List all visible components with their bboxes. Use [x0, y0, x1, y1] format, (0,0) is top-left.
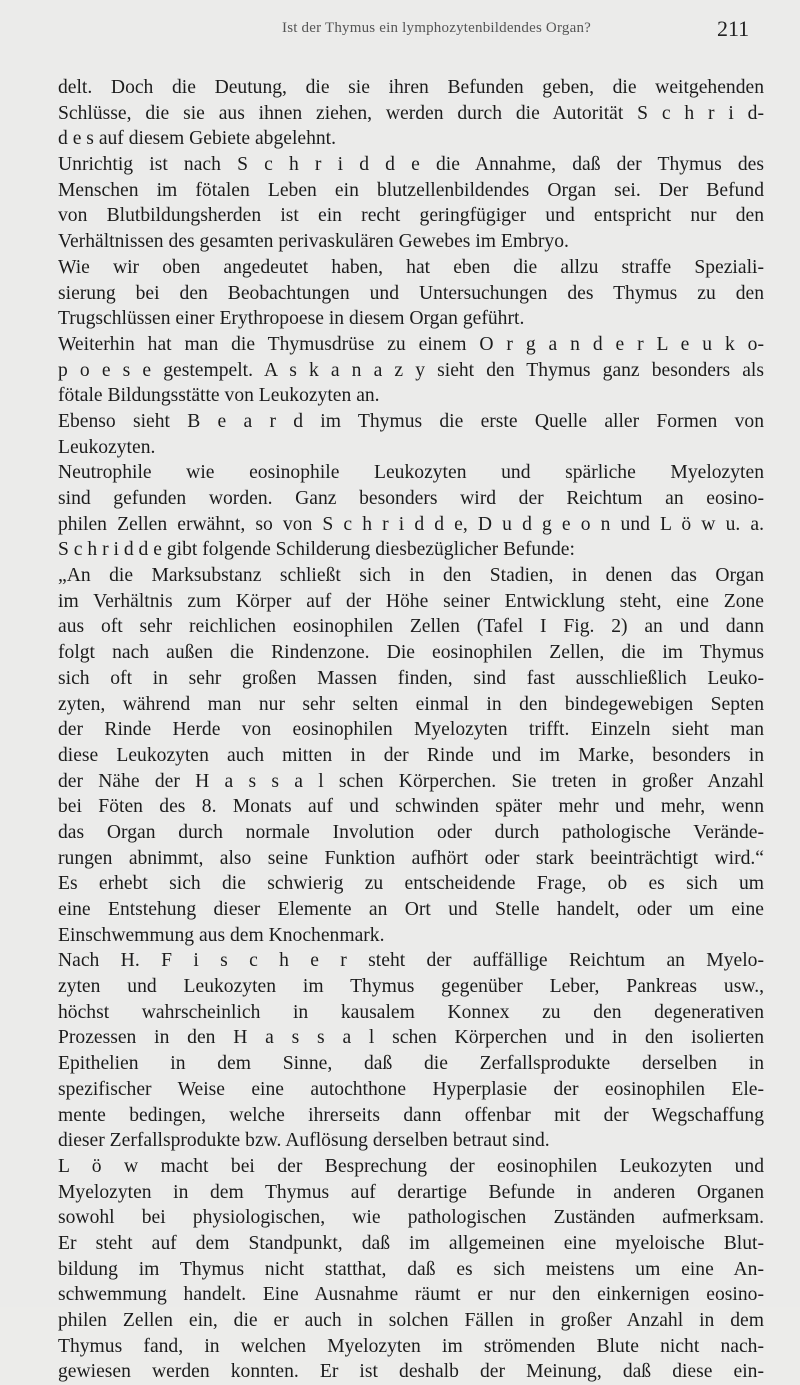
- text-line: Prozessen in den H a s s a l schen Körperchen und in den isolierten: [58, 1027, 764, 1049]
- text-line: spezifischer Weise eine autochthone Hyperplasie der eosinophilen Ele-: [58, 1078, 764, 1100]
- text-line: folgt nach außen die Rindenzone. Die eosinophilen Zellen, die im Thymus: [58, 642, 764, 664]
- text-line: zyten, während man nur sehr selten einmal in den bindegewebigen Septen: [58, 693, 764, 715]
- text-line: höchst wahrscheinlich in kausalem Konnex zu den degenerativen: [58, 1001, 764, 1023]
- text-line: Einschwemmung aus dem Knochenmark.: [58, 924, 385, 946]
- text-line: dieser Zerfallsprodukte bzw. Auflösung derselben betraut sind.: [58, 1130, 550, 1152]
- text-line: bildung im Thymus nicht statthat, daß es sich meistens um eine An-: [58, 1258, 764, 1280]
- text-line: „An die Marksubstanz schließt sich in den Stadien, in denen das Organ: [58, 565, 764, 587]
- text-line: aus oft sehr reichlichen eosinophilen Zellen (Tafel I Fig. 2) an und dann: [58, 616, 764, 638]
- text-line: von Blutbildungsherden ist ein recht geringfügiger und entspricht nur den: [58, 205, 764, 227]
- text-line: sich oft in sehr großen Massen finden, sind fast ausschließlich Leuko-: [58, 667, 764, 689]
- text-line: Trugschlüssen einer Erythropoese in diesem Organ geführt.: [58, 308, 525, 330]
- text-line: Ebenso sieht B e a r d im Thymus die erste Quelle aller Formen von: [58, 410, 764, 432]
- text-line: sowohl bei physiologischen, wie pathologischen Zuständen aufmerksam.: [58, 1207, 764, 1229]
- text-line: p o e s e gestempelt. A s k a n a z y sieht den Thymus ganz besonders als: [58, 359, 764, 381]
- text-line: Nach H. F i s c h e r steht der auffällige Reichtum an Myelo-: [58, 950, 764, 972]
- text-line: Neutrophile wie eosinophile Leukozyten und spärliche Myelozyten: [58, 462, 764, 484]
- text-line: eine Entstehung dieser Elemente an Ort und Stelle handelt, oder um eine: [58, 899, 764, 920]
- text-line: sierung bei den Beobachtungen und Untersuchungen des Thymus zu den: [58, 282, 764, 304]
- text-line: diese Leukozyten auch mitten in der Rinde und im Marke, besonders in: [58, 744, 764, 766]
- text-line: Unrichtig ist nach S c h r i d d e die Annahme, daß der Thymus des: [58, 154, 764, 176]
- text-line: Er steht auf dem Standpunkt, daß im allgemeinen eine myeloische Blut-: [58, 1232, 764, 1254]
- text-line: Menschen im fötalen Leben ein blutzellenbildendes Organ sei. Der Befund: [58, 179, 764, 201]
- text-line: mente bedingen, welche ihrerseits dann offenbar mit der Wegschaffung: [58, 1104, 764, 1126]
- text-line: fötale Bildungsstätte von Leukozyten an.: [58, 385, 380, 407]
- text-line: zyten und Leukozyten im Thymus gegenüber Leber, Pankreas usw.,: [58, 976, 764, 998]
- text-line: Thymus fand, in welchen Myelozyten im strömenden Blute nicht nach-: [58, 1335, 764, 1357]
- text-line: sind gefunden worden. Ganz besonders wird der Reichtum an eosino-: [58, 488, 764, 509]
- page-number: 211: [717, 16, 750, 41]
- running-title: Ist der Thymus ein lymphozytenbildendes Organ?: [282, 20, 592, 36]
- text-line: S c h r i d d e gibt folgende Schilderung diesbezüglicher Befunde:: [58, 539, 575, 561]
- running-head: [0, 16, 800, 44]
- text-line: rungen abnimmt, also seine Funktion aufhört oder stark beeinträchtigt wird.“: [58, 847, 764, 869]
- text-line: Schlüsse, die sie aus ihnen ziehen, werden durch die Autorität S c h r i d-: [58, 102, 764, 124]
- text-line: schwemmung handelt. Eine Ausnahme räumt er nur den einkernigen eosino-: [58, 1284, 764, 1306]
- text-line: philen Zellen ein, die er auch in solchen Fällen in großer Anzahl in dem: [58, 1310, 764, 1331]
- text-line: Myelozyten in dem Thymus auf derartige Befunde in anderen Organen: [58, 1181, 764, 1203]
- text-line: philen Zellen erwähnt, so von S c h r i d d e, D u d g e o n und L ö w u. a.: [58, 513, 764, 535]
- text-line: das Organ durch normale Involution oder durch pathologische Verände-: [58, 821, 764, 843]
- text-line: bei Föten des 8. Monats auf und schwinden später mehr und mehr, wenn: [58, 796, 764, 818]
- text-line: der Rinde Herde von eosinophilen Myelozyten trifft. Einzeln sieht man: [58, 719, 764, 741]
- text-line: gewiesen werden konnten. Er ist deshalb der Meinung, daß diese ein-: [58, 1361, 764, 1383]
- text-line: der Nähe der H a s s a l schen Körperchen. Sie treten in großer Anzahl: [58, 770, 764, 792]
- text-line: Epithelien in dem Sinne, daß die Zerfallsprodukte derselben in: [58, 1053, 764, 1075]
- text-line: Verhältnissen des gesamten perivaskulären Gewebes im Embryo.: [58, 231, 569, 253]
- text-line: Wie wir oben angedeutet haben, hat eben die allzu straffe Speziali-: [58, 256, 764, 278]
- text-line: Weiterhin hat man die Thymusdrüse zu einem O r g a n d e r L e u k o-: [58, 333, 764, 355]
- body-text: [58, 75, 764, 1385]
- text-line: Es erhebt sich die schwierig zu entscheidende Frage, ob es sich um: [58, 873, 764, 895]
- text-line: im Verhältnis zum Körper auf der Höhe seiner Entwicklung steht, eine Zone: [58, 590, 764, 612]
- text-line: Leukozyten.: [58, 436, 156, 458]
- text-line: d e s auf diesem Gebiete abgelehnt.: [58, 128, 337, 150]
- text-line: L ö w macht bei der Besprechung der eosinophilen Leukozyten und: [58, 1155, 764, 1177]
- text-line: delt. Doch die Deutung, die sie ihren Befunden geben, die weitgehenden: [58, 77, 764, 98]
